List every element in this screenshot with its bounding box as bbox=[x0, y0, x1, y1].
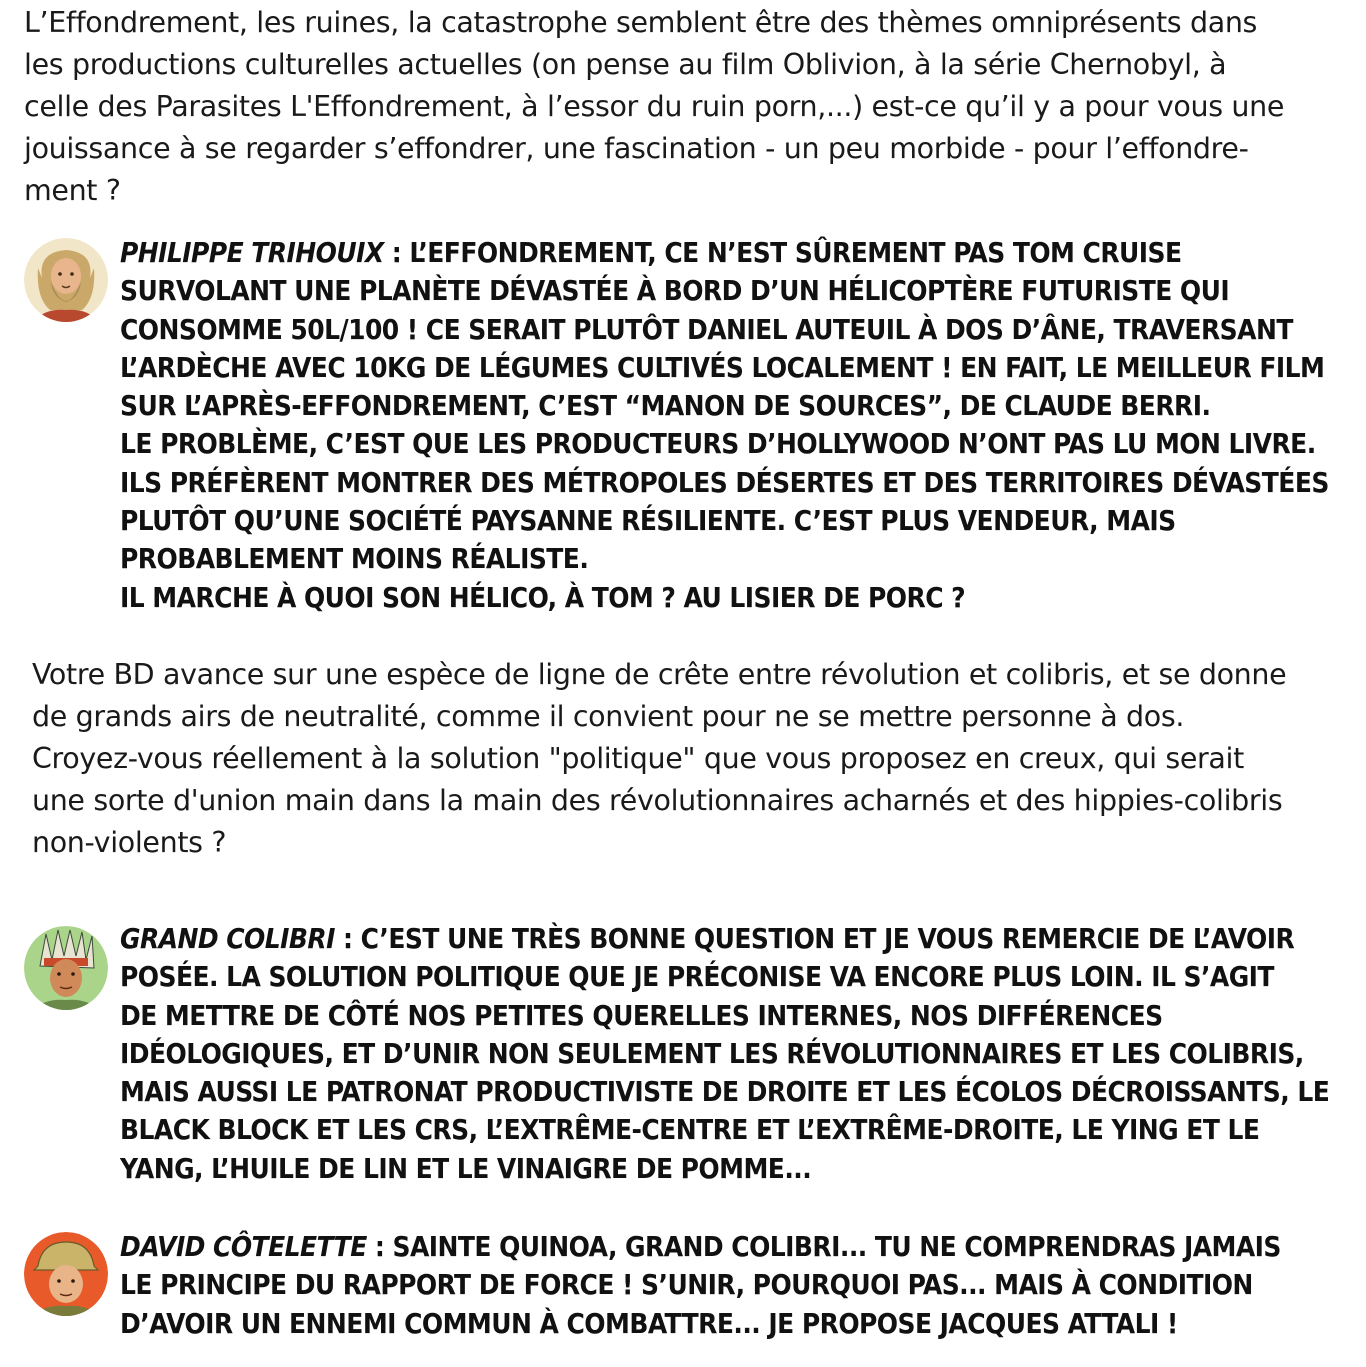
answer-1-line: PLUTÔT QU’UNE SOCIÉTÉ PAYSANNE RÉSILIENTE. C’EST PLUS VENDEUR, MAIS bbox=[120, 504, 1176, 538]
answer-1 bbox=[120, 234, 1360, 617]
answer-2 bbox=[120, 920, 1360, 1188]
bearded-man-portrait-icon bbox=[24, 238, 108, 322]
answer-1-line: SUR L’APRÈS-EFFONDREMENT, C’EST “MANON DE SOURCES”, DE CLAUDE BERRI. bbox=[120, 389, 1211, 423]
answer-3 bbox=[120, 1228, 1360, 1343]
question-2-line: Croyez-vous réellement à la solution "politique" que vous proposez en creux, qui serait bbox=[32, 742, 1244, 775]
speaker-name: DAVID CÔTELETTE bbox=[120, 1230, 367, 1263]
question-1-line: celle des Parasites L'Effondrement, à l’essor du ruin porn,...) est-ce qu’il y a pour vous une bbox=[24, 90, 1285, 123]
answer-1-first-line bbox=[120, 234, 1360, 272]
question-2-line: une sorte d'union main dans la main des révolutionnaires acharnés et des hippies-colibris bbox=[32, 784, 1283, 817]
answer-1-line: CONSOMME 50L/100 ! CE SERAIT PLUTÔT DANIEL AUTEUIL À DOS D’ÂNE, TRAVERSANT bbox=[120, 312, 1293, 346]
answer-1-line: LE PROBLÈME, C’EST QUE LES PRODUCTEURS D’HOLLYWOOD N’ONT PAS LU MON LIVRE. bbox=[120, 427, 1316, 461]
answer-3-line: D’AVOIR UN ENNEMI COMMUN À COMBATTRE... JE PROPOSE JACQUES ATTALI ! bbox=[120, 1306, 1178, 1340]
answer-2-line: IDÉOLOGIQUES, ET D’UNIR NON SEULEMENT LES RÉVOLUTIONNAIRES ET LES COLIBRIS, bbox=[120, 1036, 1304, 1070]
soldier-portrait-icon bbox=[24, 1232, 108, 1316]
answer-3-line: SAINTE QUINOA, GRAND COLIBRI... TU NE COMPRENDRAS JAMAIS bbox=[392, 1230, 1281, 1263]
question-1-line: ment ? bbox=[24, 174, 121, 207]
answer-1-line: PROBABLEMENT MOINS RÉALISTE. bbox=[120, 542, 589, 576]
answer-1-line: IL MARCHE À QUOI SON HÉLICO, À TOM ? AU LISIER DE PORC ? bbox=[120, 580, 966, 614]
question-2-line: de grands airs de neutralité, comme il convient pour ne se mettre personne à dos. bbox=[32, 700, 1185, 733]
speaker-name: PHILIPPE TRIHOUIX bbox=[120, 236, 384, 269]
answer-1-line: L’EFFONDREMENT, CE N’EST SÛREMENT PAS TOM CRUISE bbox=[409, 236, 1182, 269]
answer-3-first-line bbox=[120, 1228, 1360, 1266]
answer-2-line: DE METTRE DE CÔTÉ NOS PETITES QUERELLES INTERNES, NOS DIFFÉRENCES bbox=[120, 998, 1163, 1032]
speaker-name: GRAND COLIBRI bbox=[120, 922, 335, 955]
native-chief-portrait-icon bbox=[24, 926, 108, 1010]
answer-2-line: BLACK BLOCK ET LES CRS, L’EXTRÊME-CENTRE ET L’EXTRÊME-DROITE, LE YING ET LE bbox=[120, 1113, 1260, 1147]
answer-1-line: L’ARDÈCHE AVEC 10KG DE LÉGUMES CULTIVÉS LOCALEMENT ! EN FAIT, LE MEILLEUR FILM bbox=[120, 350, 1325, 384]
question-2-line: Votre BD avance sur une espèce de ligne de crête entre révolution et colibris, et se donne bbox=[32, 658, 1287, 691]
answer-2-line: MAIS AUSSI LE PATRONAT PRODUCTIVISTE DE DROITE ET LES ÉCOLOS DÉCROISSANTS, LE bbox=[120, 1075, 1330, 1109]
speaker-separator: : bbox=[383, 236, 410, 269]
answer-2-line: YANG, L’HUILE DE LIN ET LE VINAIGRE DE POMME... bbox=[120, 1151, 812, 1185]
speaker-separator: : bbox=[366, 1230, 393, 1263]
question-1 bbox=[24, 2, 1324, 212]
answer-3-line: LE PRINCIPE DU RAPPORT DE FORCE ! S’UNIR, POURQUOI PAS... MAIS À CONDITION bbox=[120, 1268, 1253, 1302]
speaker-separator: : bbox=[334, 922, 361, 955]
answer-2-first-line bbox=[120, 920, 1360, 958]
question-2-line: non-violents ? bbox=[32, 826, 227, 859]
question-1-line: les productions culturelles actuelles (on pense au film Oblivion, à la série Chernobyl, à bbox=[24, 48, 1227, 81]
answer-1-line: SURVOLANT UNE PLANÈTE DÉVASTÉE À BORD D’UN HÉLICOPTÈRE FUTURISTE QUI bbox=[120, 274, 1230, 308]
question-1-line: jouissance à se regarder s’effondrer, une fascination - un peu morbide - pour l’effondre- bbox=[24, 132, 1249, 165]
answer-2-line: POSÉE. LA SOLUTION POLITIQUE QUE JE PRÉCONISE VA ENCORE PLUS LOIN. IL S’AGIT bbox=[120, 960, 1274, 994]
question-2 bbox=[32, 654, 1342, 864]
answer-2-line: C’EST UNE TRÈS BONNE QUESTION ET JE VOUS REMERCIE DE L’AVOIR bbox=[360, 922, 1295, 955]
answer-1-line: ILS PRÉFÈRENT MONTRER DES MÉTROPOLES DÉSERTES ET DES TERRITOIRES DÉVASTÉES bbox=[120, 465, 1329, 499]
question-1-line: L’Effondrement, les ruines, la catastrophe semblent être des thèmes omniprésents dans bbox=[24, 6, 1258, 39]
